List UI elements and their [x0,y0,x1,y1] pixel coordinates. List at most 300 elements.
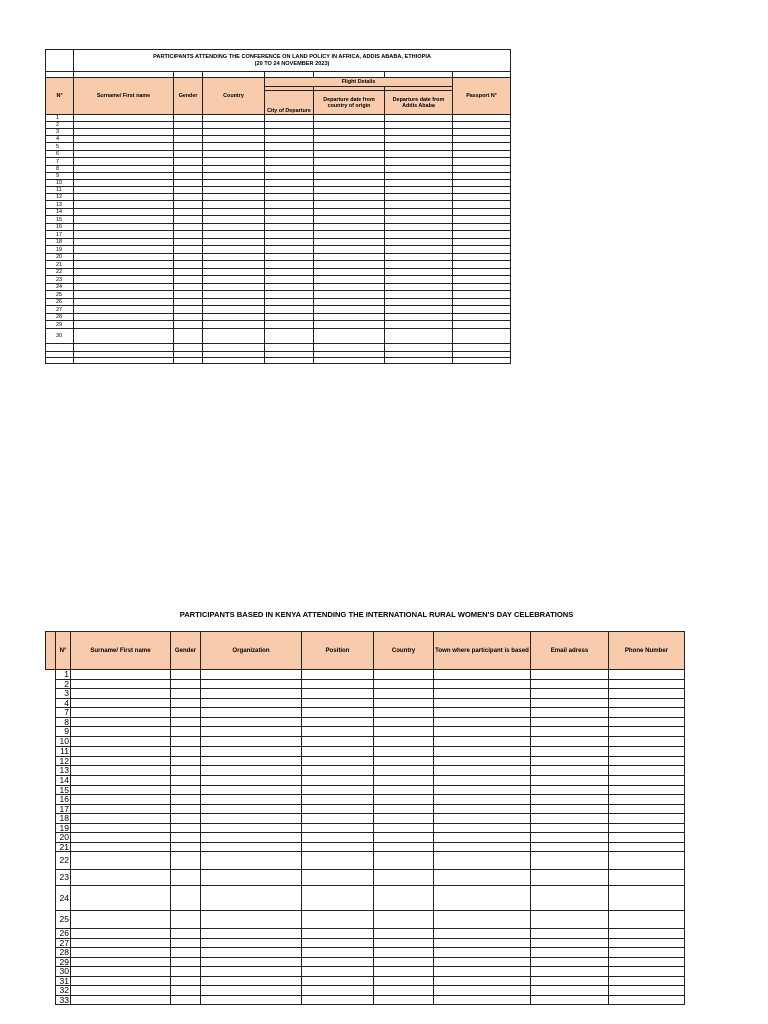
table-cell [302,736,374,746]
row-number: 15 [46,216,74,224]
table-cell [453,321,511,329]
table-cell [74,187,174,194]
table-cell [201,670,302,680]
table-cell [203,284,265,291]
margin-cell [46,967,56,977]
table-cell [171,795,201,805]
table-row [46,314,511,321]
table-cell [609,785,685,795]
table-cell [171,911,201,929]
table-cell [174,115,203,122]
table-cell [174,269,203,276]
table-cell [314,129,385,136]
table-row [46,976,685,986]
table-row [46,122,511,129]
row-number: 8 [46,166,74,173]
table-cell [434,776,531,786]
table-cell [453,187,511,194]
table-cell [374,823,434,833]
table-cell [203,321,265,329]
table-cell [531,785,609,795]
table-cell [374,670,434,680]
table-cell [71,995,171,1005]
row-number: 7 [56,708,71,718]
table-cell [302,727,374,737]
table-row [46,239,511,246]
row-number: 11 [56,746,71,756]
margin-cell [46,698,56,708]
row-number: 13 [46,201,74,209]
table-cell [434,736,531,746]
margin-cell [46,995,56,1005]
table-row [46,842,685,852]
table-row [46,756,685,766]
table-cell [265,209,314,216]
margin-cell [46,842,56,852]
table-cell [531,766,609,776]
table-cell [453,276,511,284]
table-cell [71,823,171,833]
table-cell [74,254,174,261]
table-cell [302,708,374,718]
table-cell [531,938,609,948]
table-cell [302,785,374,795]
table-cell [609,736,685,746]
table-cell [71,698,171,708]
table-cell [453,122,511,129]
table-cell [385,143,453,151]
table-cell [314,209,385,216]
table-cell [203,329,265,344]
table-cell [531,717,609,727]
table-cell [453,209,511,216]
table-cell [201,717,302,727]
table-cell [203,224,265,231]
table-row [46,986,685,996]
table-cell [171,938,201,948]
table-cell [374,986,434,996]
table-cell [314,194,385,201]
row-number: 20 [46,254,74,261]
table-row [46,299,511,306]
table-cell [265,122,314,129]
table-cell [374,976,434,986]
row-number: 2 [56,679,71,689]
table-cell [453,329,511,344]
table-cell [314,246,385,254]
table-cell [265,284,314,291]
table-row [46,276,511,284]
table-row [46,269,511,276]
table-cell [171,785,201,795]
table-row [46,670,685,680]
table-cell [265,239,314,246]
table-cell [374,717,434,727]
table-cell [174,239,203,246]
table-cell [609,948,685,958]
table-cell [302,776,374,786]
table-cell [385,166,453,173]
table-cell [174,166,203,173]
table-cell [74,180,174,187]
table-cell [174,261,203,269]
table-cell [74,136,174,143]
table-cell [531,776,609,786]
table-cell [171,833,201,843]
table-cell [609,727,685,737]
row-number: 22 [46,269,74,276]
table-cell [434,689,531,699]
table-cell [201,689,302,699]
table-row [46,261,511,269]
table-row [46,679,685,689]
table-cell [434,986,531,996]
table-cell [203,122,265,129]
table-cell [302,842,374,852]
table-cell [314,173,385,180]
table-cell [74,314,174,321]
table-cell [174,216,203,224]
table-cell [201,870,302,886]
table-cell [531,679,609,689]
table-cell [71,717,171,727]
table-cell [171,727,201,737]
table-cell [302,698,374,708]
table-cell [74,166,174,173]
table-cell [609,689,685,699]
row-number: 30 [46,329,74,344]
table-cell [302,679,374,689]
table-cell [171,679,201,689]
table-cell [74,224,174,231]
table-cell [302,929,374,939]
table-cell [385,291,453,299]
table-row [46,173,511,180]
row-number: 12 [46,194,74,201]
table-cell [201,746,302,756]
row-number: 1 [46,115,74,122]
table-cell [265,158,314,166]
table-cell [374,886,434,911]
table-cell [302,833,374,843]
table-cell [265,136,314,143]
table-cell [609,804,685,814]
table-cell [374,929,434,939]
row-number: 25 [56,911,71,929]
table-row [46,736,685,746]
row-number: 16 [46,224,74,231]
table-cell [71,679,171,689]
table-cell [609,756,685,766]
table-cell [174,291,203,299]
table-cell [434,948,531,958]
table-cell [434,833,531,843]
table-cell [203,314,265,321]
table-cell [302,911,374,929]
row-number: 25 [46,291,74,299]
table-cell [609,995,685,1005]
table-cell [314,329,385,344]
table-cell [453,166,511,173]
table-cell [174,122,203,129]
table-cell [453,224,511,231]
row-number: 18 [46,239,74,246]
table-cell [531,967,609,977]
table-row [46,246,511,254]
header-email: Email adress [531,632,609,670]
table-cell [385,115,453,122]
table-cell [203,276,265,284]
table1-title [74,50,511,72]
table-cell [171,886,201,911]
table-cell [71,870,171,886]
row-number: 17 [56,804,71,814]
table-cell [265,254,314,261]
table-cell [314,115,385,122]
table-cell [385,201,453,209]
table-cell [171,708,201,718]
table-cell [203,344,265,352]
row-number: 21 [56,842,71,852]
table-cell [609,717,685,727]
table-cell [71,756,171,766]
table-row [46,129,511,136]
table-cell [171,814,201,824]
table-cell [171,689,201,699]
table1-title-line2: (20 TO 24 NOVEMBER 2023) [254,60,330,67]
table-row [46,689,685,699]
table-cell [314,143,385,151]
table-row [46,708,685,718]
table-cell [203,143,265,151]
table-cell [171,776,201,786]
table-cell [302,967,374,977]
table-cell [302,804,374,814]
table-cell [609,976,685,986]
table-row [46,995,685,1005]
table-cell [203,299,265,306]
table-cell [385,173,453,180]
table-cell [609,708,685,718]
table-row [46,785,685,795]
row-number: 27 [46,306,74,314]
table-cell [74,194,174,201]
table-row [46,321,511,329]
table-cell [374,776,434,786]
row-number: 24 [46,284,74,291]
table-cell [385,216,453,224]
table-cell [74,291,174,299]
table-row [46,929,685,939]
margin-cell [46,776,56,786]
table-cell [314,314,385,321]
table-cell [203,180,265,187]
margin-cell [46,976,56,986]
corner-cell [46,50,74,72]
table-cell [531,823,609,833]
table-cell [374,852,434,870]
row-number: 10 [56,736,71,746]
row-number: 21 [46,261,74,269]
header-dep-origin: Departure date from country of origin [314,91,385,115]
table-cell [434,670,531,680]
table-cell [609,929,685,939]
margin-cell [46,929,56,939]
table-cell [74,329,174,344]
table-cell [71,833,171,843]
table-cell [531,929,609,939]
table-cell [265,329,314,344]
table-cell [302,717,374,727]
margin-cell [46,911,56,929]
table-cell [174,329,203,344]
table-cell [385,261,453,269]
table-cell [201,727,302,737]
table-row [46,833,685,843]
table-cell [201,957,302,967]
table-cell [174,344,203,352]
table-cell [74,358,174,364]
row-number: 11 [46,187,74,194]
table-cell [374,689,434,699]
table-cell [171,804,201,814]
table-row [46,254,511,261]
table-cell [314,158,385,166]
table-cell [174,358,203,364]
row-number: 33 [56,995,71,1005]
margin-cell [46,870,56,886]
table-cell [171,967,201,977]
table-cell [203,254,265,261]
table-cell [203,158,265,166]
row-number: 23 [46,276,74,284]
header-position: Position [302,632,374,670]
table-cell [609,814,685,824]
table-cell [174,224,203,231]
row-number: 14 [46,209,74,216]
table-cell [385,276,453,284]
table-cell [531,727,609,737]
table-cell [201,823,302,833]
table-cell [174,143,203,151]
table-cell [314,122,385,129]
table-cell [174,151,203,158]
table-cell [74,321,174,329]
margin-cell [46,852,56,870]
table-cell [314,299,385,306]
table-cell [265,143,314,151]
table-cell [74,344,174,352]
table-cell [71,727,171,737]
table-cell [434,852,531,870]
row-number: 1 [56,670,71,680]
table-cell [314,166,385,173]
table-cell [434,911,531,929]
table-cell [385,136,453,143]
table-cell [531,833,609,843]
table-cell [174,187,203,194]
header-name: Surname/ First name [71,632,171,670]
table-cell [201,708,302,718]
header-name: Surname/ First name [74,78,174,115]
table-cell [174,254,203,261]
table-cell [265,151,314,158]
table-cell [314,187,385,194]
table-cell [385,284,453,291]
table-cell [434,976,531,986]
row-number: 22 [56,852,71,870]
table-row [46,814,685,824]
table-cell [265,276,314,284]
table-cell [385,224,453,231]
row-number: 13 [56,766,71,776]
table-cell [531,670,609,680]
table-row [46,795,685,805]
table-cell [374,708,434,718]
table-cell [314,216,385,224]
table-cell [71,814,171,824]
table-cell [302,948,374,958]
table-cell [609,833,685,843]
row-number: 29 [46,321,74,329]
table-cell [609,852,685,870]
table-cell [314,344,385,352]
margin-cell [46,986,56,996]
table-cell [374,995,434,1005]
table-cell [385,299,453,306]
table-cell [71,948,171,958]
table-cell [201,679,302,689]
row-number: 32 [56,986,71,996]
table-cell [531,995,609,1005]
table-cell [314,291,385,299]
table-cell [434,842,531,852]
table-cell [374,756,434,766]
table-cell [74,276,174,284]
table-cell [201,766,302,776]
table-cell [374,766,434,776]
row-number: 26 [56,929,71,939]
table-row [46,194,511,201]
table-cell [171,852,201,870]
table-cell [314,261,385,269]
table-cell [385,329,453,344]
row-number: 29 [56,957,71,967]
margin-cell [46,717,56,727]
table-cell [609,776,685,786]
table-cell [453,299,511,306]
table-cell [302,957,374,967]
margin-cell [46,833,56,843]
header-city: City of Departure [265,91,314,115]
table-cell [314,358,385,364]
table-cell [171,717,201,727]
table-cell [434,795,531,805]
table-cell [385,321,453,329]
table-row [46,209,511,216]
table-cell [453,314,511,321]
table-cell [265,194,314,201]
table-cell [302,689,374,699]
table-cell [203,261,265,269]
table-cell [385,231,453,239]
table-cell [385,246,453,254]
table-cell [174,201,203,209]
table-cell [302,870,374,886]
table-cell [434,785,531,795]
table-cell [74,261,174,269]
table-cell [265,291,314,299]
